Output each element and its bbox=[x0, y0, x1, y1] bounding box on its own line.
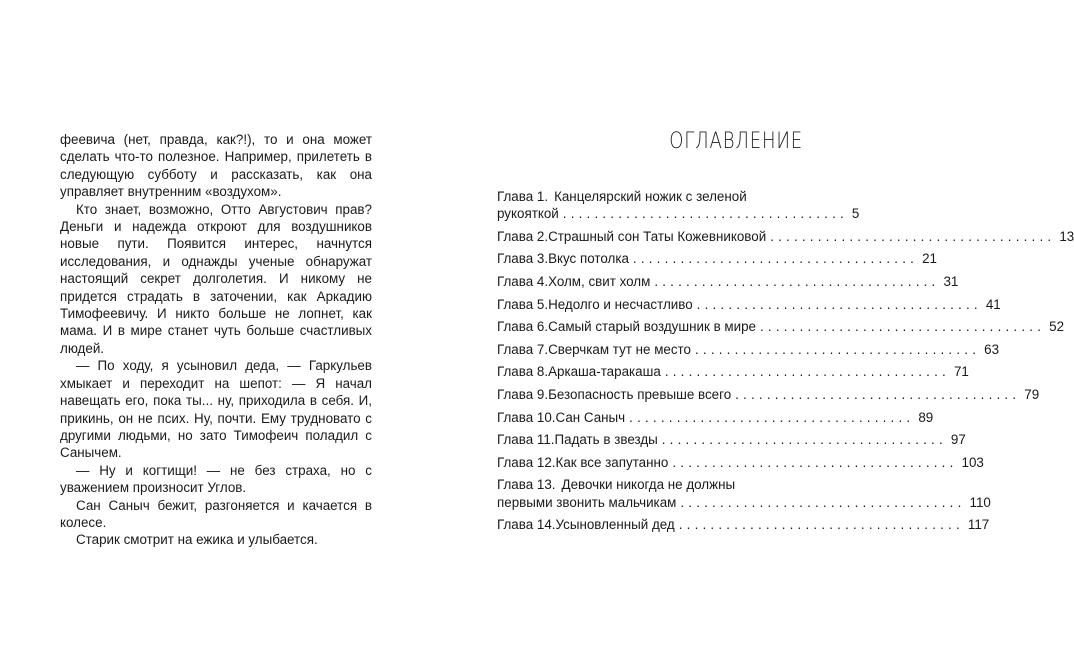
toc-chapter-title: Страшный сон Таты Кожевниковой bbox=[548, 228, 767, 244]
toc-entry bbox=[497, 516, 990, 533]
toc-leader-dots: .................................... bbox=[664, 364, 950, 380]
toc-line bbox=[497, 296, 1001, 313]
toc-entry bbox=[497, 188, 860, 222]
toc-page-number: 21 bbox=[922, 251, 937, 267]
toc-page-number: 63 bbox=[984, 341, 1000, 357]
toc-leader-dots: .................................... bbox=[629, 409, 915, 425]
toc-chapter-number: Глава 3. bbox=[497, 251, 549, 267]
left-page-text bbox=[60, 131, 372, 549]
toc-list bbox=[497, 188, 1074, 533]
toc-line bbox=[497, 341, 1000, 358]
toc-entry bbox=[497, 431, 966, 448]
toc-entry bbox=[497, 273, 959, 290]
toc-chapter-number: Глава 10. bbox=[497, 409, 556, 425]
toc-page-number: 117 bbox=[967, 517, 990, 533]
toc-page-number: 13 bbox=[1059, 228, 1074, 244]
paragraph: — Ну и когтищи! — не без страха, но с уважением произносит Углов. bbox=[60, 462, 372, 496]
paragraph: феевича (нет, правда, как?!), то и она может сделать что-то полезное. Например, прилететь в следующую субботу и рассказать, как она управляет внутренним «воздухом». bbox=[60, 132, 372, 200]
toc-line bbox=[497, 516, 990, 533]
toc-chapter-number: Глава 1. bbox=[497, 189, 549, 204]
toc-line bbox=[497, 273, 959, 290]
toc-chapter-number: Глава 11. bbox=[497, 432, 555, 448]
toc-leader-dots: .................................... bbox=[562, 206, 848, 222]
toc-chapter-title: Вкус потолка bbox=[548, 251, 629, 267]
toc-line bbox=[497, 494, 991, 511]
toc-line bbox=[497, 363, 969, 380]
toc-chapter-title: Девочки никогда не должны bbox=[561, 477, 736, 493]
toc-page-number: 110 bbox=[969, 494, 991, 510]
toc-chapter-title: Самый старый воздушник в мире bbox=[548, 319, 756, 335]
toc-leader-dots: .................................... bbox=[770, 228, 1056, 244]
toc-page-number: 52 bbox=[1049, 319, 1065, 335]
toc-chapter-title: Холм, свит холм bbox=[548, 273, 651, 289]
paragraph: Сан Саныч бежит, разгоняется и качается в колесе. bbox=[60, 497, 372, 530]
toc-chapter-number: Глава 7. bbox=[497, 341, 549, 357]
toc-chapter-title: Безопасность превыше всего bbox=[548, 386, 732, 402]
toc-chapter-number: Глава 12. bbox=[497, 454, 556, 470]
toc-leader-dots: .................................... bbox=[672, 454, 958, 470]
toc-leader-dots: .................................... bbox=[694, 341, 981, 357]
toc-leader-dots: .................................... bbox=[735, 386, 1021, 402]
toc-line bbox=[497, 250, 937, 267]
toc-chapter-title: Канцелярский ножик с зеленой bbox=[554, 189, 747, 204]
toc-chapter-number: Глава 4. bbox=[497, 273, 549, 289]
paragraph: Кто знает, возможно, Отто Августович прав? Деньги и надежда откроют для воздушников новые пути. Появится интерес, начнутся исследования, и однажды ученые обнаружат настоящий секрет долголетия. И никому не придется страдать в заточении, как Аркадию Тимофеевичу. И никто больше не лопнет, как мама. И в мире станет чуть больше счастливых людей. bbox=[60, 201, 372, 356]
toc-line bbox=[497, 386, 1040, 403]
toc-line bbox=[497, 454, 984, 471]
toc-line bbox=[497, 431, 966, 448]
toc-line bbox=[497, 476, 803, 493]
toc-chapter-number: Глава 14. bbox=[497, 517, 556, 533]
toc-line bbox=[497, 409, 934, 426]
toc-chapter-number: Глава 8. bbox=[497, 364, 549, 380]
toc-leader-dots: .................................... bbox=[654, 273, 940, 289]
toc-page-number: 97 bbox=[950, 432, 966, 448]
toc-title: ОГЛАВЛЕНИЕ bbox=[669, 129, 803, 154]
toc-chapter-title: рукояткой bbox=[497, 206, 559, 222]
toc-entry bbox=[497, 318, 1065, 335]
toc-chapter-title: Сверчкам тут не место bbox=[548, 341, 691, 357]
toc-line bbox=[497, 318, 1065, 335]
toc-leader-dots: .................................... bbox=[759, 319, 1046, 335]
toc-page-number: 5 bbox=[851, 206, 860, 222]
paragraph: Старик смотрит на ежика и улыбается. bbox=[76, 532, 318, 548]
toc-chapter-title: Усыновленный дед bbox=[555, 517, 675, 533]
toc-chapter-title: Как все запутанно bbox=[555, 454, 669, 470]
toc-chapter-number: Глава 2. bbox=[497, 228, 549, 244]
toc-leader-dots: .................................... bbox=[632, 251, 919, 267]
toc-page-number: 103 bbox=[961, 454, 984, 470]
toc-leader-dots: .................................... bbox=[678, 517, 964, 533]
toc-entry bbox=[497, 228, 1074, 245]
toc-chapter-title: Сан Саныч bbox=[555, 409, 626, 425]
toc-line bbox=[497, 188, 803, 205]
toc-entry bbox=[497, 409, 934, 426]
toc-chapter-title: Недолго и несчастливо bbox=[548, 296, 693, 312]
toc-entry bbox=[497, 386, 1040, 403]
toc-entry bbox=[497, 454, 984, 471]
toc-page-number: 31 bbox=[943, 273, 959, 289]
toc-chapter-number: Глава 5. bbox=[497, 296, 549, 312]
toc-entry bbox=[497, 250, 937, 267]
toc-leader-dots: .................................... bbox=[680, 494, 966, 510]
toc-chapter-number: Глава 9. bbox=[497, 386, 549, 402]
toc-line bbox=[497, 205, 860, 222]
toc-page-number: 41 bbox=[985, 296, 1001, 312]
toc-entry bbox=[497, 363, 969, 380]
toc-leader-dots: .................................... bbox=[696, 296, 982, 312]
toc-page-number: 89 bbox=[918, 409, 934, 425]
toc-line bbox=[497, 228, 1074, 245]
toc-chapter-title: Падать в звезды bbox=[554, 432, 658, 448]
toc-page-number: 79 bbox=[1024, 386, 1040, 402]
toc-entry bbox=[497, 341, 1000, 358]
table-of-contents bbox=[497, 128, 1074, 539]
toc-chapter-title: первыми звонить мальчикам bbox=[497, 494, 677, 510]
toc-leader-dots: .................................... bbox=[661, 432, 947, 448]
toc-entry bbox=[497, 476, 991, 510]
toc-chapter-number: Глава 6. bbox=[497, 319, 549, 335]
toc-chapter-number: Глава 13. bbox=[497, 477, 556, 493]
paragraph: — По ходу, я усыновил деда, — Гаркульев хмыкает и переходит на шепот: — Я начал навещать его, пока ты... ну, приходила в себя. И, прикинь, он не псих. Ну, почти. Ему трудновато с другими людьми, но зато Тимофеич поладил с Санычем. bbox=[60, 358, 372, 461]
toc-entry bbox=[497, 296, 1001, 313]
toc-chapter-title: Аркаша-таракаша bbox=[548, 364, 661, 380]
toc-page-number: 71 bbox=[953, 364, 969, 380]
